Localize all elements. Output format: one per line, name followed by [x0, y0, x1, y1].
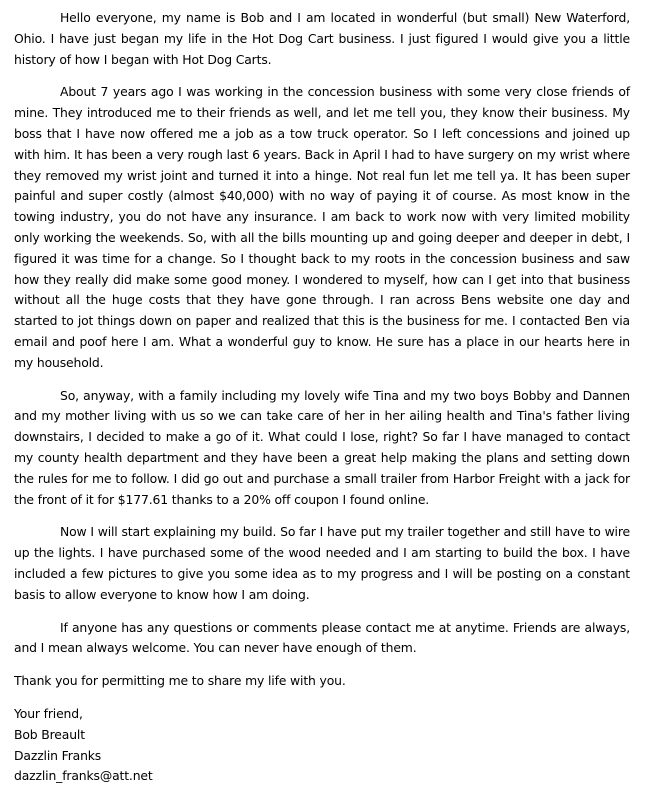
paragraph-background: About 7 years ago I was working in the concession business with some very close friends of mine. They introduced me to their friends as well, and let me tell you, they know their business. My boss that I have now offered me a job as a tow truck operator. So I left concessions and joined up with him. It has been a very rough last 6 years. Back in April I had to have surgery on my wrist where they removed my wrist joint and turned it into a hinge. Not real fun let me tell ya. It has been super painful and super costly (almost $40,000) with no way of paying it of course. As most know in the towing industry, you do not have any insurance. I am back to work now with very limited mobility only working the weekends. So, with all the bills mounting up and going deeper and deeper in debt, I figured it was time for a change. So I thought back to my roots in the concession business and saw how they really did make some good money. I wondered to myself, how can I get into that business without all the huge costs that they have gone through. I ran across Bens website one day and started to jot things down on paper and realized that this is the business for me. I contacted Ben via email and poof here I am. What a wonderful guy to know. He sure has a place in our hearts here in my household. [14, 84, 630, 370]
paragraph-contact: If anyone has any questions or comments please contact me at anytime. Friends are always, and I mean always welcome. You can never have enough of them. [14, 619, 630, 656]
paragraph-build: Now I will start explaining my build. So far I have put my trailer together and still have to wire up the lights. I have purchased some of the wood needed and I am starting to build the box. I have included a few pictures to give you some idea as to my progress and I will be posting on a constant basis to allow everyone to know how I am doing. [14, 524, 630, 602]
signature-name: Bob Breault [14, 726, 85, 742]
signature-block [14, 704, 630, 787]
signature-business: Dazzlin Franks [14, 747, 102, 763]
signature-closing: Your friend, [14, 705, 83, 721]
paragraph-intro: Hello everyone, my name is Bob and I am located in wonderful (but small) New Waterford, Ohio. I have just began my life in the Hot Dog Cart business. I just figured I would give you a little history of how I began with Hot Dog Carts. [14, 10, 630, 67]
letter-document [14, 8, 630, 787]
paragraph-family: So, anyway, with a family including my lovely wife Tina and my two boys Bobby and Dannen and my mother living with us so we can take care of her in her ailing health and Tina's father living downstairs, I decided to make a go of it. What could I lose, right? So far I have managed to contact my county health department and they have been a great help making the plans and setting down the rules for me to follow. I did go out and purchase a small trailer from Harbor Freight with a jack for the front of it for $177.61 thanks to a 20% off coupon I found online. [14, 387, 630, 507]
paragraph-thanks: Thank you for permitting me to share my life with you. [14, 673, 346, 689]
signature-email: dazzlin_franks@att.net [14, 768, 153, 784]
